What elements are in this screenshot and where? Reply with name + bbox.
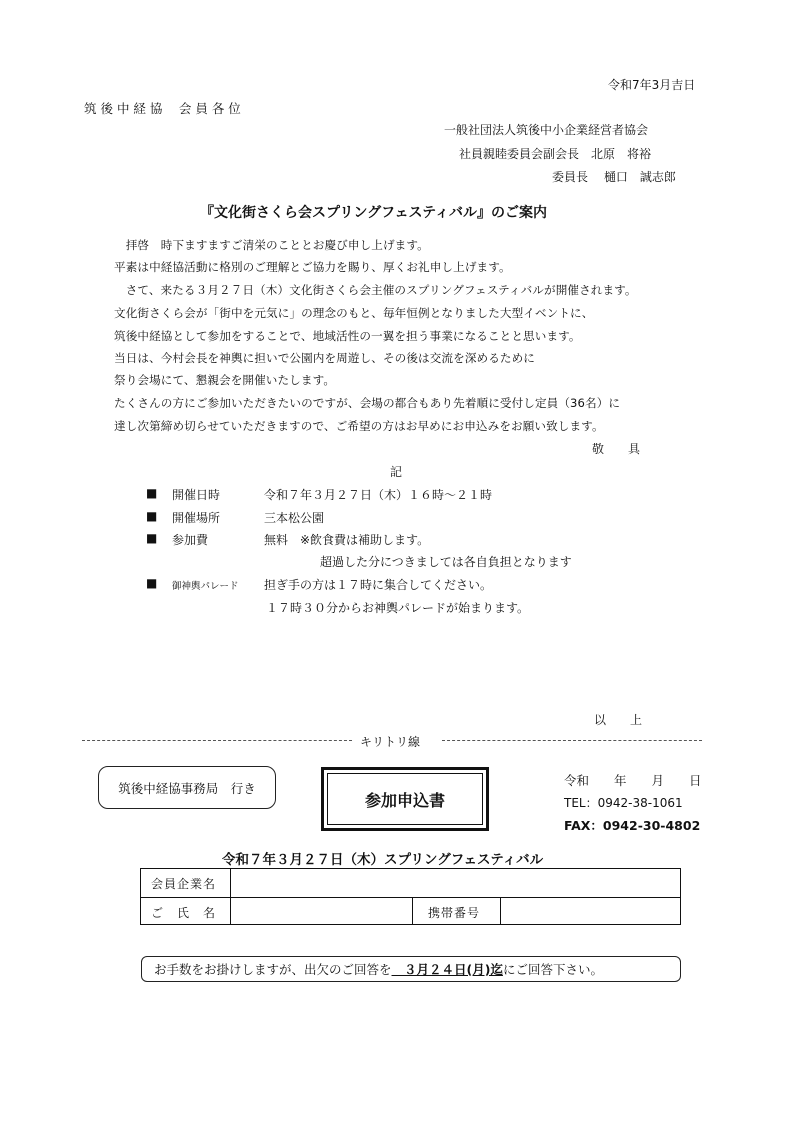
body-line: 達し次第締め切らせていただきますので、ご希望の方はお早めにお申込みをお願い致します。 [114, 419, 604, 433]
body-line: 当日は、今村会長を神輿に担いで公園内を周遊し、その後は交流を深めるために [114, 351, 535, 365]
sender-chair: 委員長 樋口 誠志郎 [552, 170, 676, 184]
table-row-divider [141, 897, 680, 898]
body-line: さて、来たる３月２７日（木）文化街さくら会主催のスプリングフェスティバルが開催されます。 [114, 283, 637, 297]
event-title: 令和７年３月２７日（木）スプリングフェスティバル [222, 852, 544, 868]
table-column-divider [412, 897, 413, 924]
document-title: 『文化街さくら会スプリングフェスティバル』のご案内 [200, 205, 548, 221]
body-line: 文化街さくら会が「街中を元気に」の理念のもと、毎年恒例となりました大型イベントに、 [114, 306, 594, 320]
bullet-icon: ■ [146, 486, 158, 500]
detail-value-parade: 担ぎ手の方は１７時に集合してください。 [264, 578, 493, 592]
note-suffix: にご回答下さい。 [502, 962, 603, 977]
mobile-number-label: 携帯番号 [428, 906, 481, 920]
sender-vice-chair: 社員親睦委員会副会長 北原 将裕 [459, 147, 652, 161]
body-line: 祭り会場にて、懇親会を開催いたします。 [114, 373, 336, 387]
detail-label-date: 開催日時 [172, 488, 221, 502]
detail-note-parade: １７時３０分からお神輿パレードが始まります。 [266, 601, 530, 615]
detail-label-parade: 御神輿パレード [172, 581, 239, 592]
company-name-label: 会員企業名 [151, 877, 217, 891]
destination-label: 筑後中経協事務局 行き [118, 780, 256, 796]
name-label: ご 氏 名 [151, 906, 217, 920]
application-table [140, 868, 681, 925]
sender-organization: 一般社団法人筑後中小企業経営者協会 [444, 123, 649, 137]
recipient-line: 筑 後 中 経 協 会 員 各 位 [84, 101, 241, 116]
body-line: 筑後中経協として参加をすることで、地域活性の一翼を担う事業になることと思います。 [114, 329, 581, 343]
body-line: 拝啓 時下ますますご清栄のこととお慶び申し上げます。 [114, 238, 429, 252]
table-column-divider [230, 869, 231, 924]
detail-value-date: 令和７年３月２７日（木）１６時～２１時 [264, 488, 493, 502]
note-deadline: ３月２４日(月)迄 [391, 962, 503, 977]
note-prefix: お手数をお掛けしますが、出欠のご回答を [154, 962, 392, 977]
bullet-icon: ■ [146, 531, 158, 545]
ki-heading: 記 [390, 465, 403, 479]
detail-value-fee: 無料 ※飲食費は補助します。 [264, 533, 430, 547]
body-line: 平素は中経協活動に格別のご理解とご協力を賜り、厚くお礼申し上げます。 [114, 260, 511, 274]
body-line: たくさんの方にご参加いただきたいのですが、会場の都合もあり先着順に受付し定員（36名）に [114, 396, 621, 410]
bullet-icon: ■ [146, 509, 158, 523]
document-date: 令和7年3月吉日 [608, 78, 696, 92]
reply-deadline-note [141, 956, 681, 982]
fax-number: FAX：0942-30-4802 [564, 818, 701, 833]
detail-value-place: 三本松公園 [264, 511, 325, 525]
detail-note-fee: 超過した分につきましては各自負担となります [320, 555, 572, 569]
date-blank: 令和 年 月 日 [564, 773, 702, 788]
cut-line-label: キリトリ線 [360, 735, 421, 749]
tel-number: TEL：0942-38-1061 [564, 796, 683, 810]
bullet-icon: ■ [146, 576, 158, 590]
application-title: 参加申込書 [364, 790, 445, 810]
cut-line-left [82, 740, 352, 741]
table-column-divider [500, 897, 501, 924]
cut-line-right [442, 740, 702, 741]
detail-label-place: 開催場所 [172, 511, 221, 525]
destination-box [98, 766, 276, 809]
detail-label-fee: 参加費 [172, 533, 209, 547]
closing-ijou: 以 上 [594, 713, 643, 727]
application-title-box [321, 767, 489, 831]
closing-keigu: 敬 具 [592, 442, 641, 456]
